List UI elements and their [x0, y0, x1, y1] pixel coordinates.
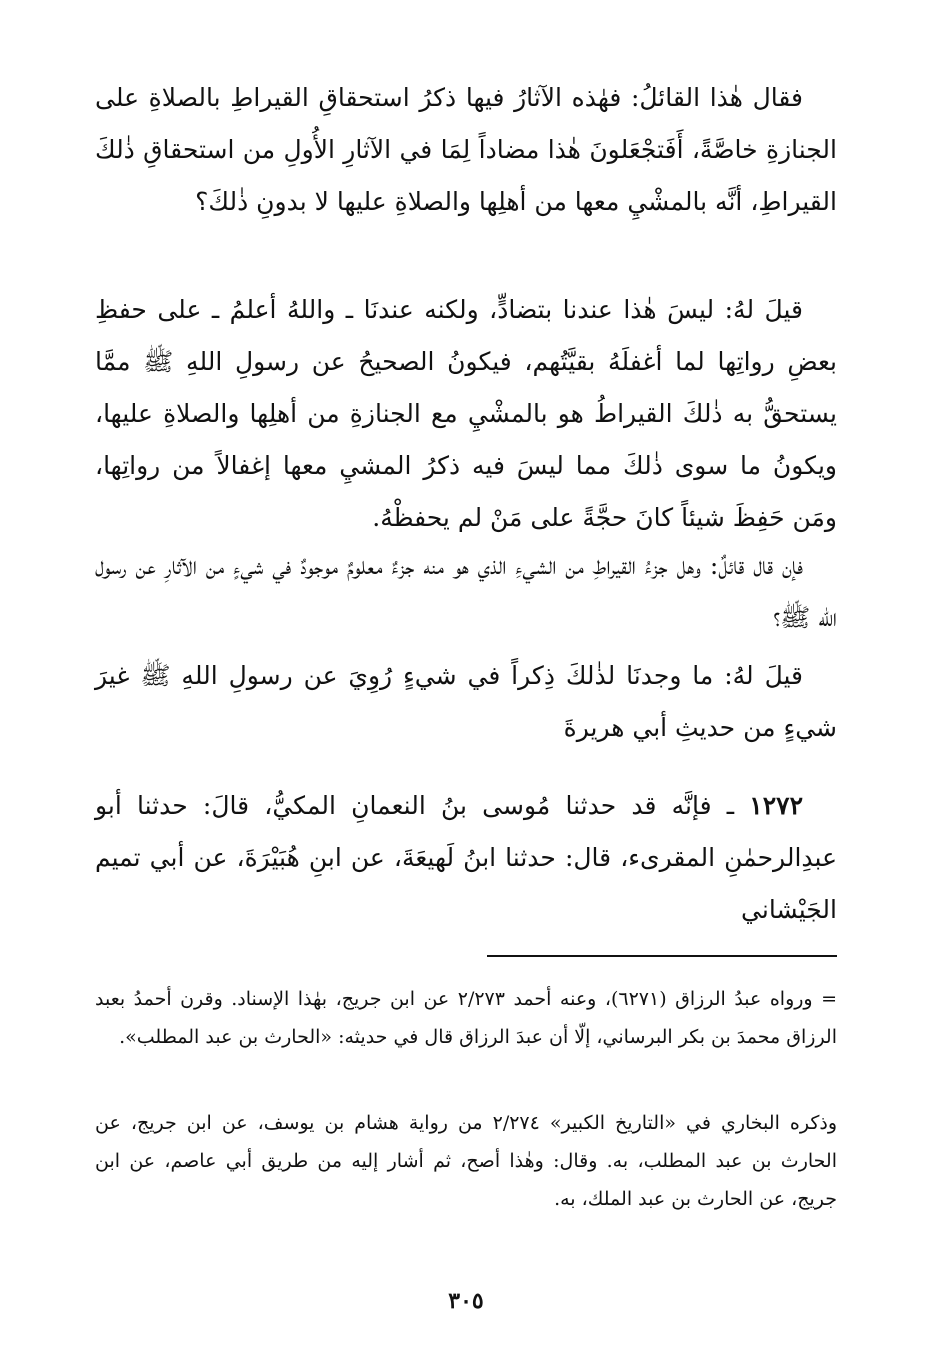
- hadith-number: ١٢٧٢: [749, 791, 803, 820]
- footnote-1: = ورواه عبدُ الرزاق (٦٢٧١)، وعنه أحمد ٢/٢٧٣ عن ابن جريج، بهٰذا الإسناد. وقرن أحمدُ بعبد الرزاق محمدَ بن بكر البرساني، إلّا أن عبدَ الرزاق قال في حديثه: «الحارث بن عبد المطلب».: [95, 988, 837, 1048]
- paragraph-3: فإن قال قائلٌ: وهل جزءُ القيراطِ من الشيءِ الذي هو منه جزءٌ معلومٌ موجودٌ في شيءٍ من الآثارِ عن رسول الله ﷺ؟: [95, 551, 837, 632]
- page-number: ٣٠٥: [448, 1288, 484, 1314]
- paragraph-4: قيلَ لهُ: ما وجدنَا لذٰلكَ ذِكراً في شيءٍ رُوِيَ عن رسولِ اللهِ ﷺ غيرَ شيءٍ من حديثِ أبي هريرةَ: [95, 661, 837, 742]
- hadith-text: ـ فإنَّه قد حدثنا مُوسى بنُ النعمانِ المكيُّ، قالَ: حدثنا أبو عبدِالرحمٰنِ المقرىء، قال: حدثنا ابنُ لَهيعَةَ، عن ابنِ هُبَيْرَةَ، عن أبي تميم الجَيْشاني: [95, 791, 837, 924]
- paragraph-2: قيلَ لهُ: ليسَ هٰذا عندنا بتضادٍّ، ولكنه عندنَا ـ واللهُ أعلمُ ـ على حفظِ بعضِ رواتِها لما أغفلَهُ بقيَّتُهم، فيكونُ الصحيحُ عن رسولِ اللهِ ﷺ ممَّا يستحقُّ به ذٰلكَ القيراطُ هو بالمشْيِ مع الجنازةِ من أهلِها والصلاةِ عليها، ويكونُ ما سوى ذٰلكَ مما ليسَ فيه ذكرُ المشيِ معها إغفالاً من رواتِها، ومَن حَفِظَ شيئاً كانَ حجَّةً على مَنْ لم يحفظْهُ.: [95, 295, 837, 532]
- paragraph-1: فقال هٰذا القائلُ: فهٰذه الآثارُ فيها ذكرُ استحقاقِ القيراطِ بالصلاةِ على الجنازةِ خاصَّةً، أَفَتجْعَلونَ هٰذا مضاداً لِمَا في الآثارِ الأُولِ من استحقاقِ ذٰلكَ القيراطِ، أنَّه بالمشْيِ معها من أهلِها والصلاةِ عليها لا بدونِ ذٰلكَ؟: [95, 83, 837, 216]
- footnote-divider: [487, 955, 837, 957]
- hadith-paragraph: [95, 780, 837, 936]
- footnote-2: وذكره البخاري في «التاريخ الكبير» ٢/٢٧٤ من رواية هشام بن يوسف، عن ابن جريج، عن الحارث بن عبد المطلب، به. وقال: وهٰذا أصح، ثم أشار إليه من طريق أبي عاصم، عن ابن جريج، عن الحارث بن عبد الملك، به.: [95, 1112, 838, 1210]
- book-page: [95, 60, 837, 1350]
